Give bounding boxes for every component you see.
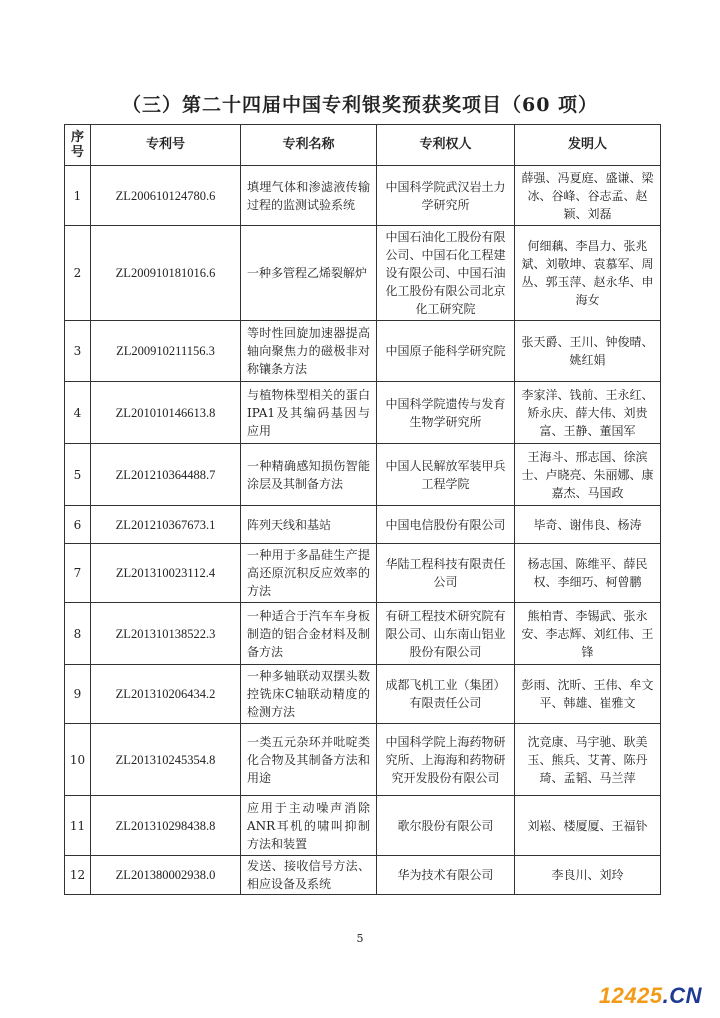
cell-patent-no: ZL201310023112.4 [91, 544, 241, 603]
header-patent-no: 专利号 [91, 125, 241, 166]
cell-holder: 中国电信股份有限公司 [377, 506, 515, 544]
cell-patent-no: ZL200610124780.6 [91, 166, 241, 226]
cell-seq: 1 [65, 166, 91, 226]
table-row [65, 724, 661, 796]
table-row [65, 796, 661, 856]
cell-patent-name: 填埋气体和渗滤液传输过程的监测试验系统 [241, 166, 377, 226]
table-row [65, 603, 661, 665]
cell-seq: 10 [65, 724, 91, 796]
header-holder: 专利权人 [377, 125, 515, 166]
cell-holder: 成都飞机工业（集团）有限责任公司 [377, 665, 515, 724]
watermark-domain: .CN [662, 983, 702, 1008]
table-row [65, 544, 661, 603]
table-row [65, 665, 661, 724]
patent-table [64, 124, 661, 895]
cell-inventors: 王海斗、邢志国、徐滨士、卢晓亮、朱丽娜、康嘉杰、马国政 [515, 444, 661, 506]
cell-inventors: 薛强、冯夏庭、盛谦、梁冰、谷峰、谷志孟、赵颖、刘磊 [515, 166, 661, 226]
table-row [65, 321, 661, 382]
table-row [65, 382, 661, 444]
table-row [65, 856, 661, 895]
cell-inventors: 何细藕、李昌力、张兆斌、刘敬坤、袁慕军、周丛、郭玉萍、赵永华、申海女 [515, 226, 661, 321]
cell-patent-name: 阵列天线和基站 [241, 506, 377, 544]
cell-patent-no: ZL201210367673.1 [91, 506, 241, 544]
header-patent-name: 专利名称 [241, 125, 377, 166]
cell-inventors: 李家洋、钱前、王永红、矫永庆、薛大伟、刘贵富、王静、董国军 [515, 382, 661, 444]
cell-holder: 歌尔股份有限公司 [377, 796, 515, 856]
cell-seq: 2 [65, 226, 91, 321]
cell-patent-name: 与植物株型相关的蛋白IPA1及其编码基因与应用 [241, 382, 377, 444]
page-title: （三）第二十四届中国专利银奖预获奖项目（60 项） [121, 94, 599, 116]
cell-seq: 12 [65, 856, 91, 895]
cell-inventors: 刘崧、楼厦厦、王福钋 [515, 796, 661, 856]
table-header-row [65, 125, 661, 166]
cell-patent-no: ZL201310245354.8 [91, 724, 241, 796]
cell-seq: 8 [65, 603, 91, 665]
cell-seq: 7 [65, 544, 91, 603]
cell-inventors: 杨志国、陈维平、薛民权、李细巧、柯曾鹏 [515, 544, 661, 603]
cell-patent-no: ZL201380002938.0 [91, 856, 241, 895]
cell-seq: 4 [65, 382, 91, 444]
cell-seq: 9 [65, 665, 91, 724]
cell-inventors: 熊柏青、李锡武、张永安、李志辉、刘红伟、王锋 [515, 603, 661, 665]
cell-inventors: 彭雨、沈昕、王伟、牟文平、韩雄、崔雅文 [515, 665, 661, 724]
header-seq: 序号 [65, 125, 91, 166]
cell-patent-no: ZL201010146613.8 [91, 382, 241, 444]
table-row [65, 444, 661, 506]
table-row [65, 226, 661, 321]
cell-patent-no: ZL200910181016.6 [91, 226, 241, 321]
cell-seq: 5 [65, 444, 91, 506]
header-inventor: 发明人 [515, 125, 661, 166]
cell-patent-name: 等时性回旋加速器提高轴向聚焦力的磁极非对称镶条方法 [241, 321, 377, 382]
cell-inventors: 毕奇、谢伟良、杨涛 [515, 506, 661, 544]
cell-seq: 6 [65, 506, 91, 544]
cell-holder: 华为技术有限公司 [377, 856, 515, 895]
cell-patent-name: 一种用于多晶硅生产提高还原沉积反应效率的方法 [241, 544, 377, 603]
cell-holder: 中国人民解放军装甲兵工程学院 [377, 444, 515, 506]
page-number: 5 [356, 932, 364, 945]
cell-holder: 有研工程技术研究院有限公司、山东南山铝业股份有限公司 [377, 603, 515, 665]
site-watermark [599, 983, 702, 1009]
cell-patent-name: 应用于主动噪声消除ANR耳机的啸叫抑制方法和装置 [241, 796, 377, 856]
cell-patent-name: 一种适合于汽车车身板制造的铝合金材料及制备方法 [241, 603, 377, 665]
cell-holder: 中国石油化工股份有限公司、中国石化工程建设有限公司、中国石油化工股份有限公司北京化工研究院 [377, 226, 515, 321]
cell-patent-name: 一种多管程乙烯裂解炉 [241, 226, 377, 321]
cell-seq: 11 [65, 796, 91, 856]
table-row [65, 166, 661, 226]
cell-holder: 中国科学院上海药物研究所、上海海和药物研究开发股份有限公司 [377, 724, 515, 796]
cell-patent-name: 一种精确感知损伤智能涂层及其制备方法 [241, 444, 377, 506]
cell-patent-no: ZL201310138522.3 [91, 603, 241, 665]
cell-patent-no: ZL201310298438.8 [91, 796, 241, 856]
cell-holder: 中国原子能科学研究院 [377, 321, 515, 382]
cell-inventors: 张天爵、王川、钟俊晴、姚红娟 [515, 321, 661, 382]
cell-patent-name: 一类五元杂环并吡啶类化合物及其制备方法和用途 [241, 724, 377, 796]
cell-patent-name: 发送、接收信号方法、相应设备及系统 [241, 856, 377, 895]
cell-inventors: 沈竞康、马宇驰、耿美玉、熊兵、艾菁、陈丹琦、孟韬、马兰萍 [515, 724, 661, 796]
cell-seq: 3 [65, 321, 91, 382]
cell-holder: 华陆工程科技有限责任公司 [377, 544, 515, 603]
cell-patent-no: ZL201210364488.7 [91, 444, 241, 506]
cell-inventors: 李良川、刘玲 [515, 856, 661, 895]
cell-patent-name: 一种多轴联动双摆头数控铣床C轴联动精度的检测方法 [241, 665, 377, 724]
cell-holder: 中国科学院遗传与发育生物学研究所 [377, 382, 515, 444]
cell-patent-no: ZL200910211156.3 [91, 321, 241, 382]
cell-patent-no: ZL201310206434.2 [91, 665, 241, 724]
table-row [65, 506, 661, 544]
cell-holder: 中国科学院武汉岩土力学研究所 [377, 166, 515, 226]
watermark-number: 12425 [598, 983, 663, 1008]
